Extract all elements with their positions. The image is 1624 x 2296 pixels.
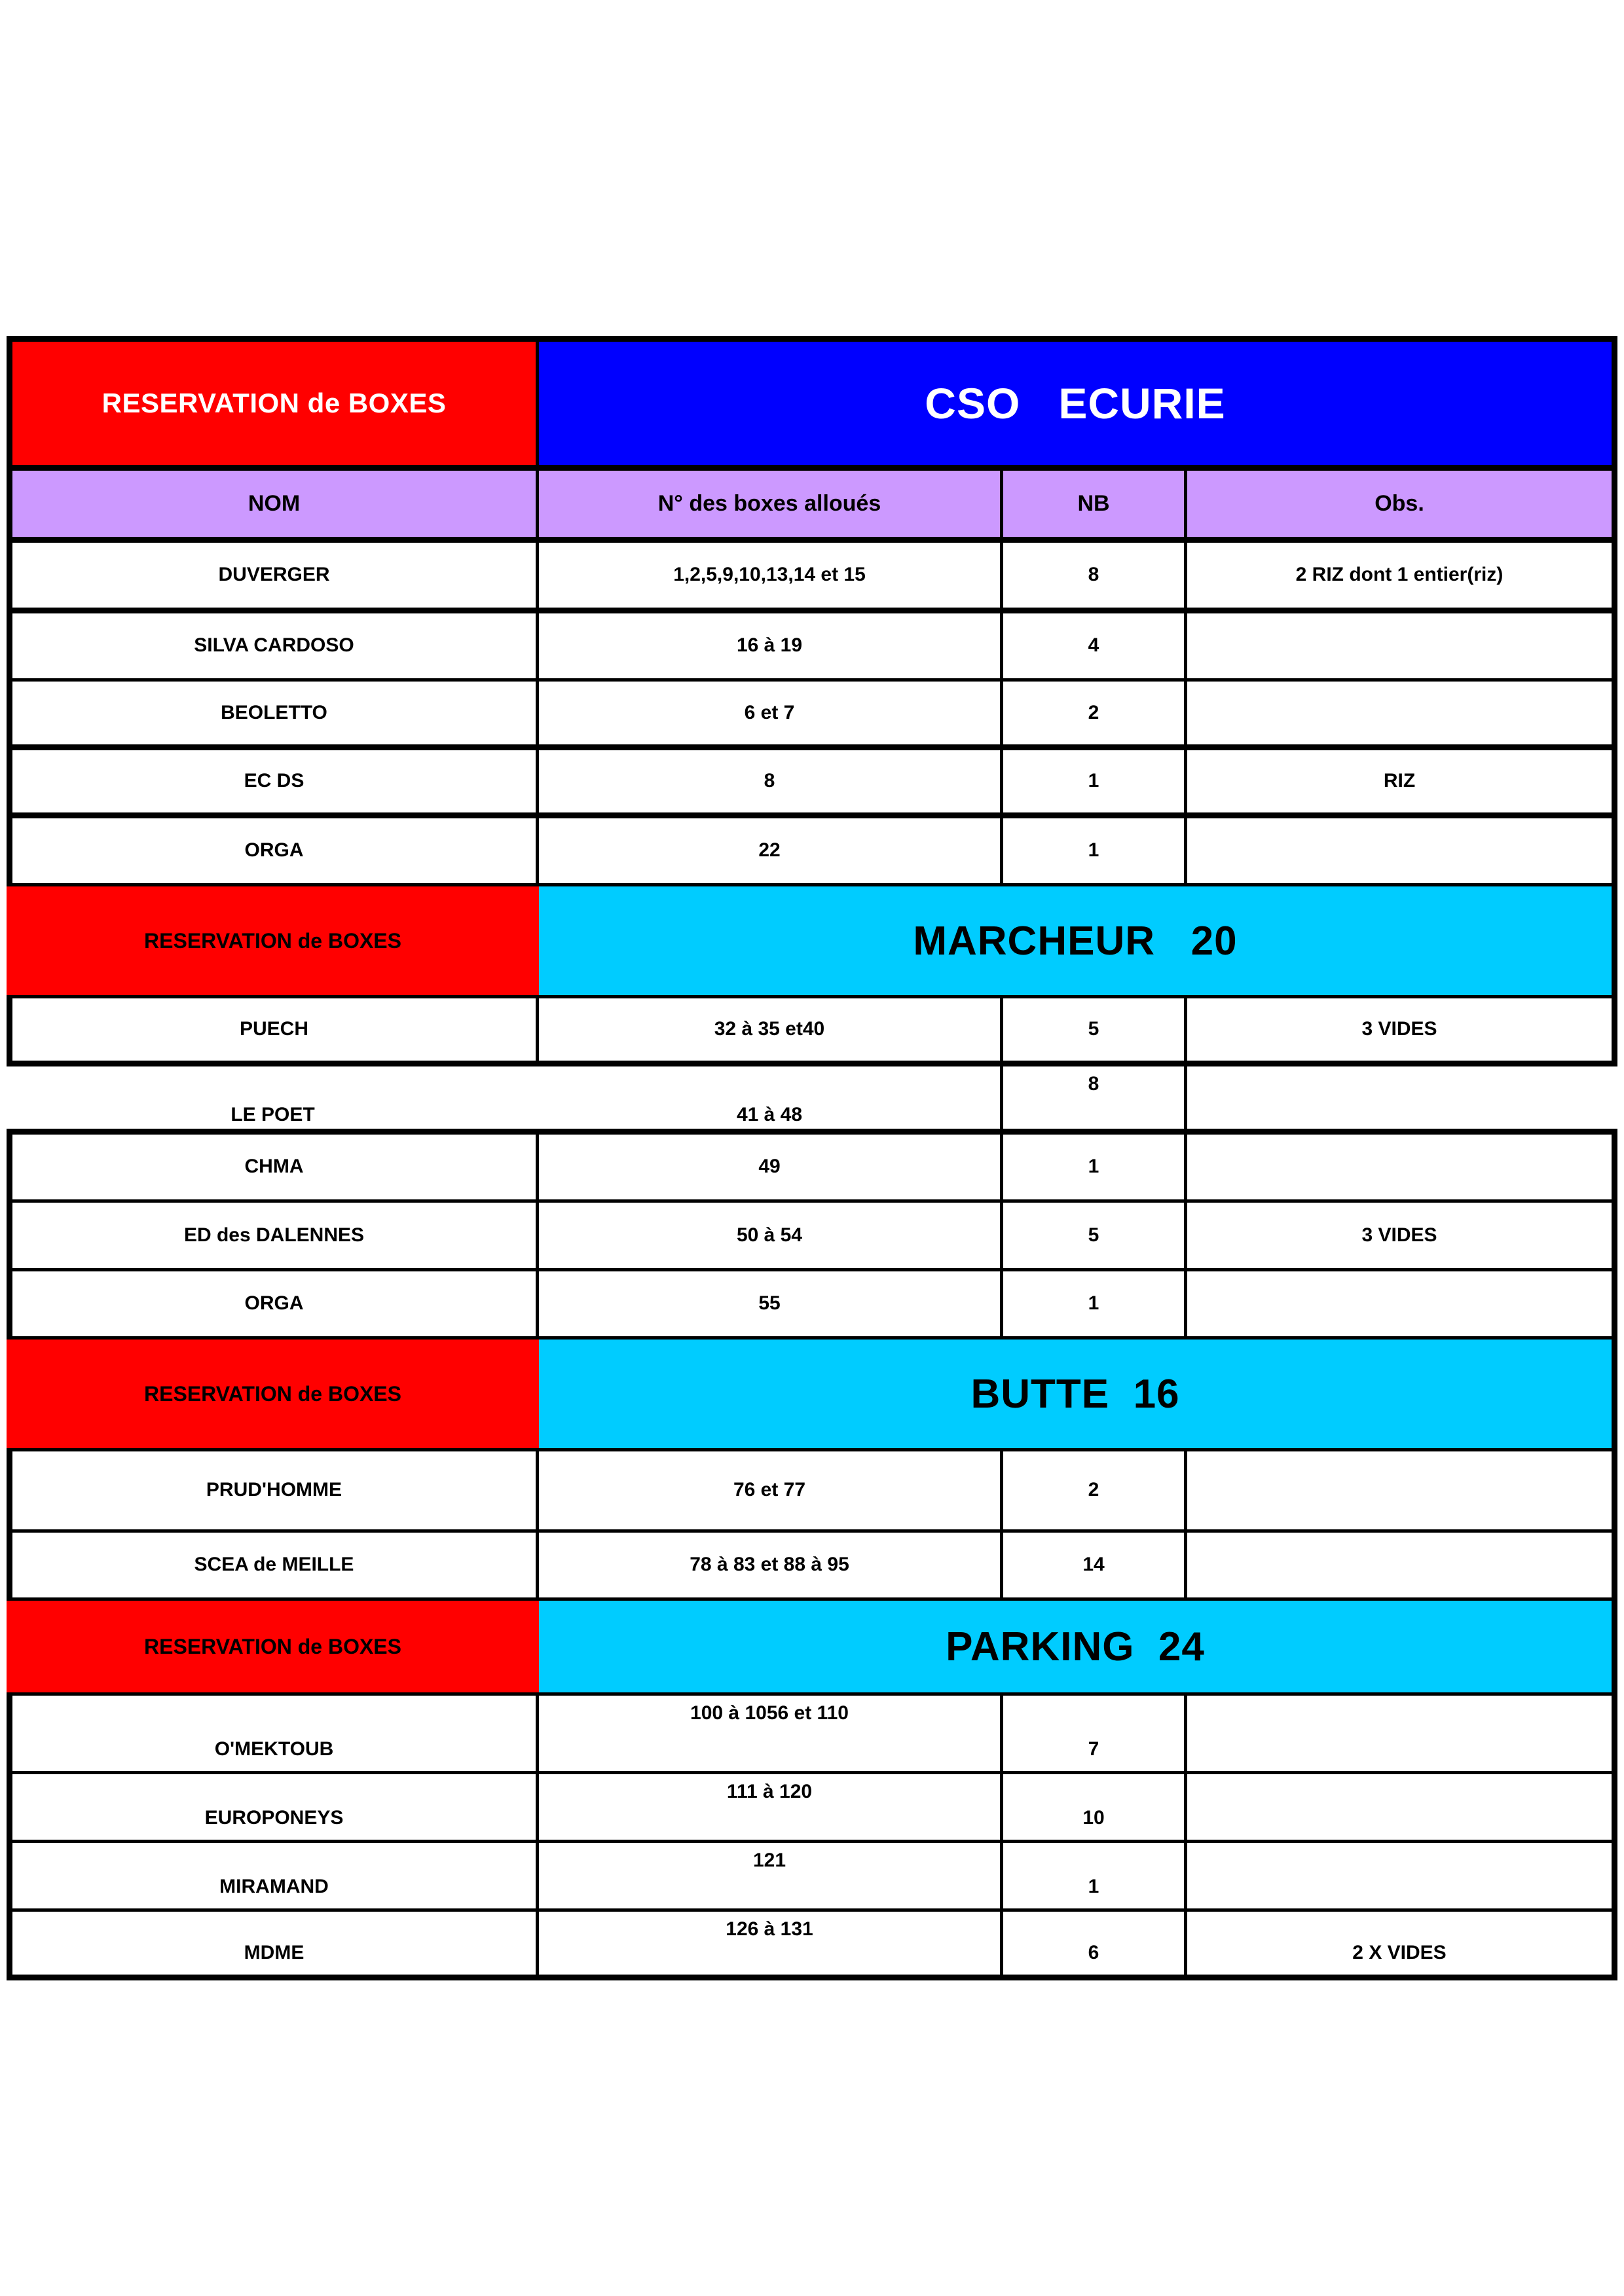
table-row — [7, 613, 1617, 682]
row-obs-cell — [1187, 1066, 1617, 1135]
section-title-cell: MARCHEUR 20 — [539, 886, 1617, 998]
row-obs-cell — [1187, 1271, 1617, 1339]
row-boxes-cell: 50 à 54 — [539, 1203, 1003, 1271]
row-nom-cell: MIRAMAND — [7, 1843, 539, 1912]
section-title-cell: PARKING 24 — [539, 1601, 1617, 1696]
row-nom-cell: PRUD'HOMME — [7, 1451, 539, 1533]
row-nb-cell: 1 — [1003, 818, 1187, 886]
row-nom-cell: ORGA — [7, 818, 539, 886]
row-nom-cell: ORGA — [7, 1271, 539, 1339]
row-nb-cell: 6 — [1003, 1912, 1187, 1980]
row-nb-cell: 2 — [1003, 1451, 1187, 1533]
row-nb-cell: 7 — [1003, 1696, 1187, 1774]
row-boxes-cell: 100 à 1056 et 110 — [539, 1696, 1003, 1774]
column-header-nb: NB — [1003, 471, 1187, 543]
table-row — [7, 1533, 1617, 1601]
section-title-cell: BUTTE 16 — [539, 1339, 1617, 1451]
row-boxes-cell: 1,2,5,9,10,13,14 et 15 — [539, 543, 1003, 613]
row-nb-cell: 2 — [1003, 682, 1187, 750]
row-nb-cell: 5 — [1003, 1203, 1187, 1271]
row-obs-cell — [1187, 1135, 1617, 1203]
row-boxes-cell: 49 — [539, 1135, 1003, 1203]
row-obs-cell: 2 RIZ dont 1 entier(riz) — [1187, 543, 1617, 613]
row-nom-cell: EUROPONEYS — [7, 1774, 539, 1843]
row-nom-cell: BEOLETTO — [7, 682, 539, 750]
column-header-row — [7, 471, 1617, 543]
row-boxes-cell: 32 à 35 et40 — [539, 998, 1003, 1066]
row-boxes-cell: 22 — [539, 818, 1003, 886]
row-nom-cell: EC DS — [7, 750, 539, 818]
row-nb-cell: 1 — [1003, 1135, 1187, 1203]
title-label-cell: RESERVATION de BOXES — [7, 336, 539, 471]
table-row — [7, 682, 1617, 750]
table-row — [7, 1135, 1617, 1203]
row-nb-cell: 1 — [1003, 750, 1187, 818]
table-row — [7, 1203, 1617, 1271]
row-obs-cell — [1187, 613, 1617, 682]
row-boxes-cell: 121 — [539, 1843, 1003, 1912]
row-nom-cell: SILVA CARDOSO — [7, 613, 539, 682]
row-nb-cell: 14 — [1003, 1533, 1187, 1601]
row-nb-cell: 8 — [1003, 1066, 1187, 1135]
row-nom-cell: LE POET — [7, 1066, 539, 1135]
row-nom-cell: SCEA de MEILLE — [7, 1533, 539, 1601]
table-row — [7, 818, 1617, 886]
event-title-cell: CSO ECURIE — [539, 336, 1617, 471]
row-obs-cell: 3 VIDES — [1187, 1203, 1617, 1271]
section-header-row — [7, 886, 1617, 998]
table-row — [7, 1271, 1617, 1339]
row-boxes-cell: 16 à 19 — [539, 613, 1003, 682]
table-row — [7, 1451, 1617, 1533]
row-boxes-cell: 8 — [539, 750, 1003, 818]
column-header-boxes: N° des boxes alloués — [539, 471, 1003, 543]
row-obs-cell — [1187, 1843, 1617, 1912]
row-obs-cell: 3 VIDES — [1187, 998, 1617, 1066]
table-row — [7, 1843, 1617, 1912]
row-boxes-cell: 76 et 77 — [539, 1451, 1003, 1533]
row-boxes-cell: 6 et 7 — [539, 682, 1003, 750]
column-header-nom: NOM — [7, 471, 539, 543]
row-boxes-cell: 41 à 48 — [539, 1066, 1003, 1135]
row-boxes-cell: 78 à 83 et 88 à 95 — [539, 1533, 1003, 1601]
row-nom-cell: PUECH — [7, 998, 539, 1066]
section-header-row — [7, 1339, 1617, 1451]
table-row — [7, 750, 1617, 818]
row-nb-cell: 8 — [1003, 543, 1187, 613]
row-nom-cell: O'MEKTOUB — [7, 1696, 539, 1774]
row-obs-cell — [1187, 1696, 1617, 1774]
table-row — [7, 1912, 1617, 1980]
column-header-obs: Obs. — [1187, 471, 1617, 543]
row-nb-cell: 1 — [1003, 1271, 1187, 1339]
reservation-table — [7, 336, 1617, 1980]
table-title-row — [7, 336, 1617, 471]
section-label-cell: RESERVATION de BOXES — [7, 886, 539, 998]
row-nb-cell: 4 — [1003, 613, 1187, 682]
table-row — [7, 1066, 1617, 1135]
table-row — [7, 1774, 1617, 1843]
table-row — [7, 998, 1617, 1066]
row-obs-cell — [1187, 818, 1617, 886]
row-obs-cell — [1187, 682, 1617, 750]
section-label-cell: RESERVATION de BOXES — [7, 1339, 539, 1451]
table-row — [7, 543, 1617, 613]
row-obs-cell — [1187, 1533, 1617, 1601]
row-nom-cell: DUVERGER — [7, 543, 539, 613]
row-nb-cell: 5 — [1003, 998, 1187, 1066]
row-boxes-cell: 111 à 120 — [539, 1774, 1003, 1843]
row-obs-cell — [1187, 1774, 1617, 1843]
section-header-row — [7, 1601, 1617, 1696]
row-boxes-cell: 126 à 131 — [539, 1912, 1003, 1980]
row-nom-cell: MDME — [7, 1912, 539, 1980]
table-row — [7, 1696, 1617, 1774]
row-nom-cell: ED des DALENNES — [7, 1203, 539, 1271]
row-obs-cell: RIZ — [1187, 750, 1617, 818]
row-obs-cell — [1187, 1451, 1617, 1533]
row-boxes-cell: 55 — [539, 1271, 1003, 1339]
row-nom-cell: CHMA — [7, 1135, 539, 1203]
row-nb-cell: 10 — [1003, 1774, 1187, 1843]
section-label-cell: RESERVATION de BOXES — [7, 1601, 539, 1696]
row-obs-cell: 2 X VIDES — [1187, 1912, 1617, 1980]
row-nb-cell: 1 — [1003, 1843, 1187, 1912]
